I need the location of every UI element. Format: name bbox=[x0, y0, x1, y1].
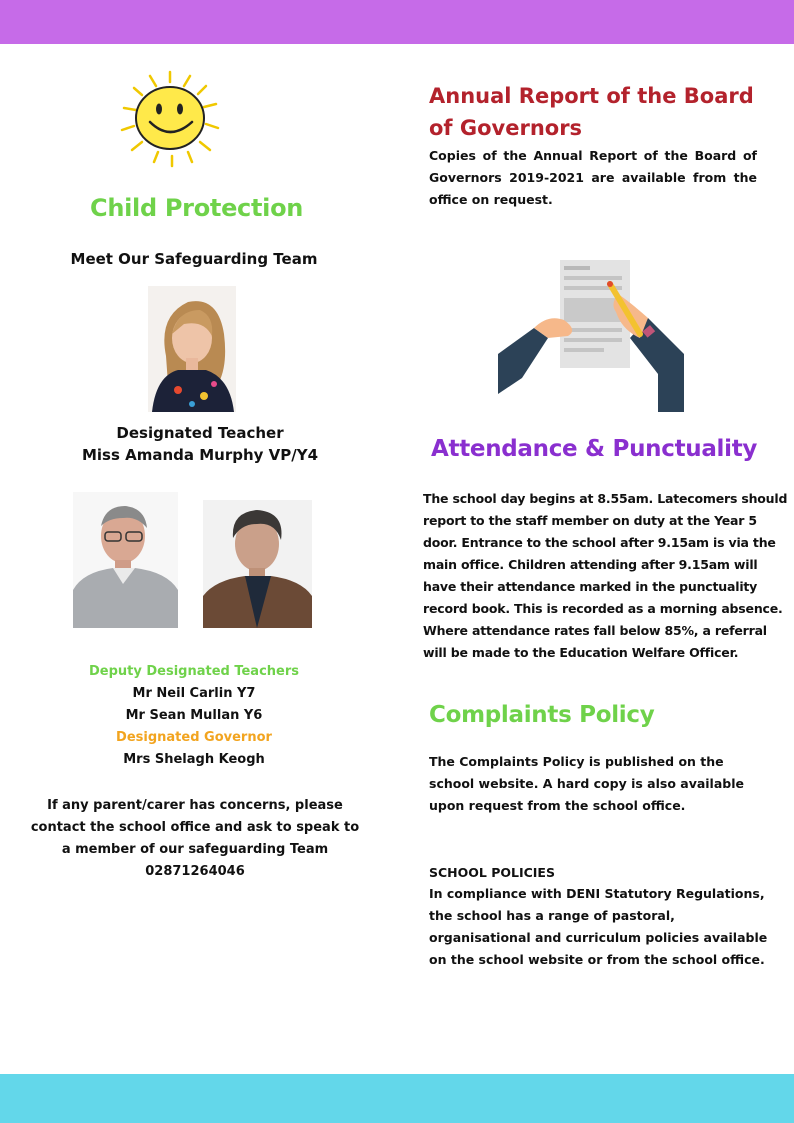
safeguarding-team-subheading: Meet Our Safeguarding Team bbox=[70, 250, 318, 268]
attendance-heading: Attendance & Punctuality bbox=[431, 436, 758, 462]
annual-report-heading: Annual Report of the Board of Governors bbox=[429, 84, 754, 140]
sun-icon bbox=[112, 64, 242, 174]
deputy-teacher-2: Mr Sean Mullan Y6 bbox=[125, 708, 263, 723]
child-protection-heading: Child Protection bbox=[90, 194, 304, 222]
deputy-teacher-photo-1 bbox=[73, 492, 178, 628]
complaints-heading: Complaints Policy bbox=[429, 702, 655, 728]
school-policies-text: In compliance with DENI Statutory Regulations, the school has a range of pastoral, organisational and curriculum policies available on the school website or from the school office. bbox=[429, 886, 768, 967]
designated-teacher-role: Designated Teacher bbox=[116, 424, 284, 442]
bottom-color-band bbox=[0, 1074, 794, 1123]
deputy-teacher-photo-2 bbox=[203, 500, 312, 628]
top-color-band bbox=[0, 0, 794, 44]
designated-teacher-name: Miss Amanda Murphy VP/Y4 bbox=[81, 446, 319, 464]
deputy-teacher-1: Mr Neil Carlin Y7 bbox=[132, 686, 256, 701]
deputy-designated-label: Deputy Designated Teachers bbox=[88, 664, 300, 679]
safeguarding-team-list bbox=[60, 661, 328, 771]
attendance-text: The school day begins at 8.55am. Latecomers should report to the staff member on duty at the Year 5 door. Entrance to the school after 9.15am is via the main office. Children attending after 9.15am will have their attendance marked in the punctuality record book. This is recorded as a morning absence. Where attendance rates fall below 85%, a referral will be made to the Education Welfare Officer. bbox=[423, 491, 788, 660]
school-policies-heading: SCHOOL POLICIES bbox=[429, 865, 555, 880]
complaints-text: The Complaints Policy is published on the school website. A hard copy is also available upon request from the school office. bbox=[429, 754, 744, 813]
document-signing-icon bbox=[498, 254, 684, 412]
designated-teacher-caption bbox=[60, 422, 340, 466]
designated-governor-label: Designated Governor bbox=[116, 730, 272, 745]
annual-report-text: Copies of the Annual Report of the Board of Governors 2019-2021 are available from the office on request. bbox=[429, 148, 757, 207]
designated-teacher-photo bbox=[148, 286, 236, 412]
designated-governor-name: Mrs Shelagh Keogh bbox=[123, 752, 265, 767]
concerns-contact-text: If any parent/carer has concerns, please contact the school office and ask to speak to a member of our safeguarding Team 02871264046 bbox=[30, 798, 360, 879]
